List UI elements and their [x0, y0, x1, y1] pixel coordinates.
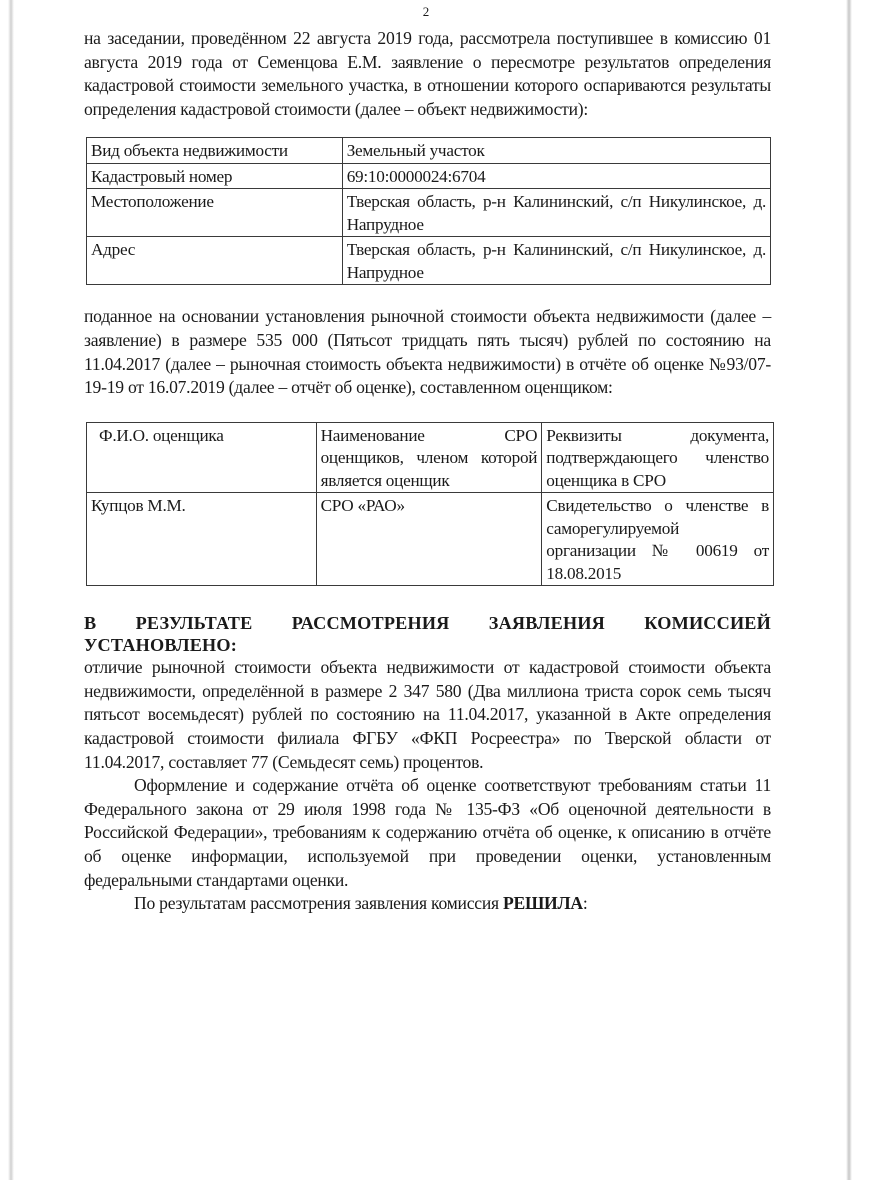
decision-suffix: :: [582, 893, 588, 914]
appraiser-table: [86, 422, 774, 587]
intro-paragraph: на заседании, проведённом 22 августа 2019 года, рассмотрела поступившее в комиссию 01 августа 2019 года от Семенцова Е.М. заявление о пересмотре результатов определения кадастровой стоимости земельного участка, в отношении которого оспариваются результаты определения кадастровой стоимости (далее – объект недвижимости):: [84, 28, 771, 119]
property-label: Адрес: [87, 237, 343, 285]
column-header: Ф.И.О. оценщика: [87, 422, 317, 493]
scan-edge-right: [846, 0, 852, 1180]
page-number: 2: [422, 4, 430, 19]
property-value: 69:10:0000024:6704: [342, 163, 770, 189]
appraiser-document: Свидетельство о членстве в саморегулируемой организации № 00619 от 18.08.2015: [542, 493, 774, 586]
property-label: Кадастровый номер: [87, 163, 343, 189]
decision-paragraph: [84, 892, 771, 916]
difference-paragraph: отличие рыночной стоимости объекта недвижимости от кадастровой стоимости объекта недвижимости, определённой в размере 2 347 580 (Два миллиона триста сорок семь тысяч пятьсот восемьдесят) рублей по состоянию на 11.04.2017, указанной в Акте определения кадастровой стоимости филиала ФГБУ «ФКП Росреестра» по Тверской области от 11.04.2017, составляет 77 (Семьдесят семь) процентов.: [84, 657, 771, 772]
table-row: [87, 138, 771, 164]
property-value: Тверская область, р-н Калининский, с/п Никулинское, д. Напрудное: [342, 237, 770, 285]
property-label: Вид объекта недвижимости: [87, 138, 343, 164]
findings-heading: В РЕЗУЛЬТАТЕ РАССМОТРЕНИЯ ЗАЯВЛЕНИЯ КОМИССИЕЙ УСТАНОВЛЕНО:: [84, 613, 771, 656]
document-body: [84, 27, 771, 916]
compliance-paragraph: Оформление и содержание отчёта об оценке соответствуют требованиям статьи 11 Федерального закона от 29 июля 1998 года № 135-ФЗ «Об оценочной деятельности в Российской Федерации», требованиям к содержанию отчёта об оценке, к описанию в отчёте об оценке информации, используемой при проведении оценки, установленным федеральными стандартами оценки.: [84, 775, 771, 890]
table-row: [87, 237, 771, 285]
property-table: [86, 137, 771, 285]
column-header: Наименование СРО оценщиков, членом которой является оценщик: [316, 422, 542, 493]
property-value: Тверская область, р-н Калининский, с/п Никулинское, д. Напрудное: [342, 189, 770, 237]
table-row: [87, 163, 771, 189]
table-header-row: [87, 422, 774, 493]
application-paragraph: поданное на основании установления рыночной стоимости объекта недвижимости (далее – заявление) в размере 535 000 (Пятьсот тридцать пять тысяч) рублей по состоянию на 11.04.2017 (далее – рыночная стоимость объекта недвижимости) в отчёте об оценке №93/07-19-19 от 16.07.2019 (далее – отчёт об оценке), составленном оценщиком:: [84, 306, 771, 398]
property-label: Местоположение: [87, 189, 343, 237]
scan-edge-left: [8, 0, 14, 1180]
property-value: Земельный участок: [342, 138, 770, 164]
appraiser-name: Купцов М.М.: [87, 493, 317, 586]
decision-prefix: По результатам рассмотрения заявления комиссия: [134, 893, 503, 914]
column-header: Реквизиты документа, подтверждающего членство оценщика в СРО: [542, 422, 774, 493]
appraiser-sro: СРО «РАО»: [316, 493, 542, 586]
table-row: [87, 493, 774, 586]
table-row: [87, 189, 771, 237]
decision-keyword: РЕШИЛА: [503, 893, 583, 914]
